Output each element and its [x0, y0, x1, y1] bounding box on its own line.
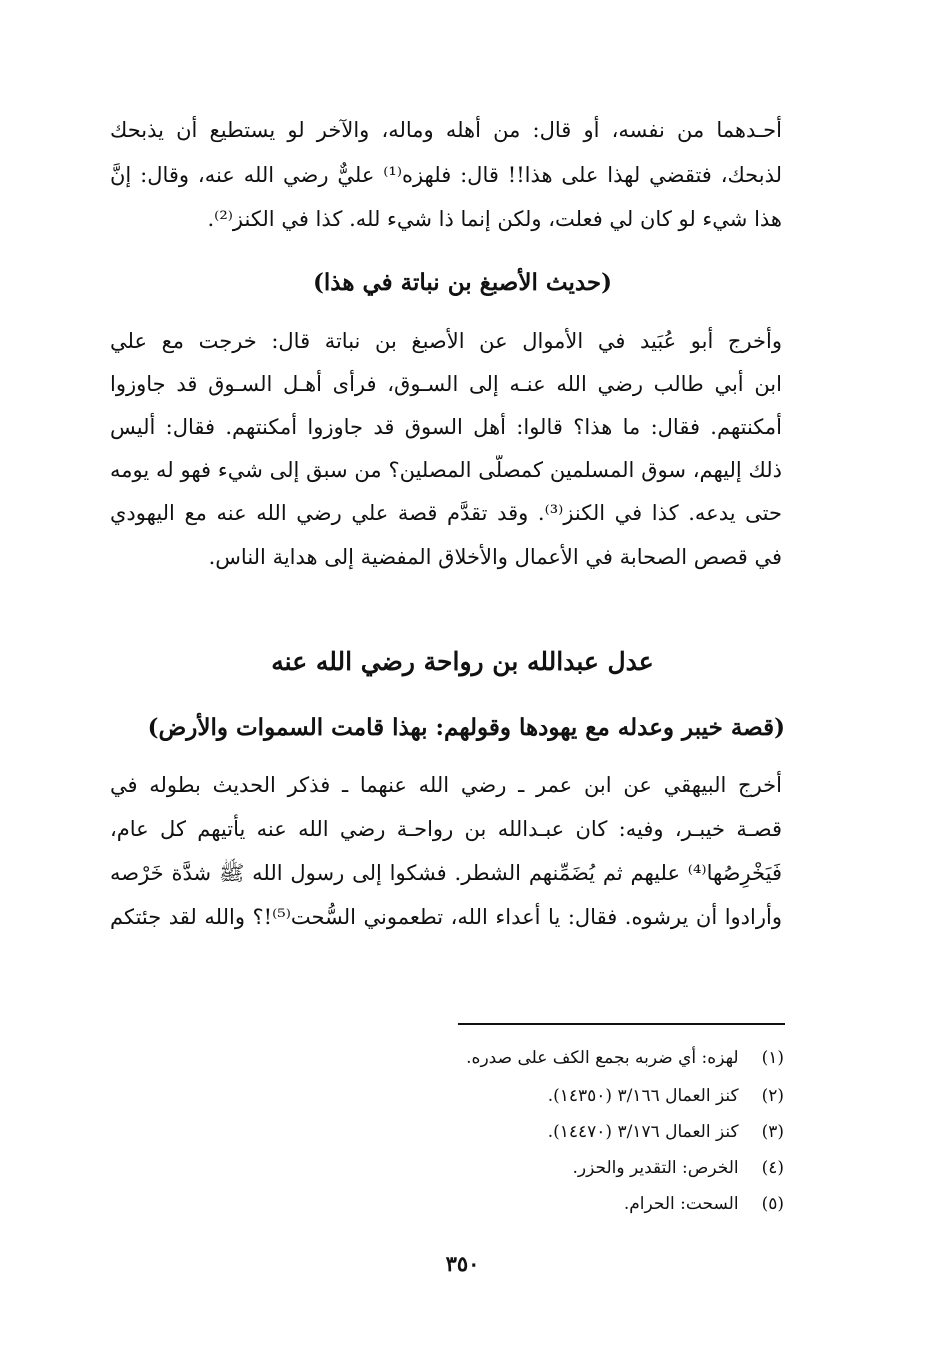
footnote-text: لهزه: أي ضربه بجمع الكف على صدره.	[466, 1048, 739, 1068]
footnote-text: السحت: الحرام.	[623, 1194, 739, 1214]
footnote-text: كنز العمال ٣/١٧٦ (١٤٤٧٠).	[547, 1122, 739, 1142]
body-line: أحـدهما من نفسه، أو قال: من أهله وماله، والآخر لو يستطيع أن يذبحك	[110, 118, 782, 142]
body-line: لذبحك، فتقضي لهذا على هذا!! قال: فلهزه⁽¹⁾ عليٌّ رضي الله عنه، وقال: إنَّ	[110, 163, 782, 187]
body-line: حتى يدعه. كذا في الكنز⁽³⁾. وقد تقدَّم قصة علي رضي الله عنه مع اليهودي	[110, 501, 782, 525]
footnote-number: (١)	[761, 1048, 784, 1068]
chapter-title: عدل عبدالله بن رواحة رضي الله عنه	[271, 647, 654, 676]
footnote	[300, 1084, 784, 1108]
footnote-number: (٢)	[761, 1086, 784, 1106]
page-number: ٣٥٠	[445, 1251, 480, 1276]
section-heading: (قصة خيبر وعدله مع يهودها وقولهم: بهذا قامت السموات والأرض)	[147, 714, 785, 741]
body-line: هذا شيء لو كان لي فعلت، ولكن إنما ذا شيء لله. كذا في الكنز⁽²⁾.	[207, 207, 782, 231]
footnote	[300, 1192, 784, 1216]
footnote-number: (٣)	[761, 1122, 784, 1142]
body-line: ابن أبي طالب رضي الله عنـه إلى السـوق، فرأى أهـل السـوق قد جاوزوا	[110, 372, 782, 396]
body-line: قصـة خيبـر، وفيه: كان عبـدالله بن رواحـة رضي الله عنه يأتيهم كل عام،	[110, 817, 782, 841]
section-heading: (حديث الأصبغ بن نباتة في هذا)	[312, 269, 613, 296]
body-line: وأخرج أبو عُبَيد في الأموال عن الأصبغ بن نباتة قال: خرجت مع علي	[110, 329, 782, 353]
body-line: أخرج البيهقي عن ابن عمر ـ رضي الله عنهما ـ فذكر الحديث بطوله في	[110, 773, 782, 797]
footnote	[300, 1046, 784, 1070]
body-line: فَيَخْرِصُها⁽⁴⁾ عليهم ثم يُضَمِّنهم الشطر. فشكوا إلى رسول الله ﷺ شدَّة خَرْصه	[110, 861, 782, 885]
footnote-separator	[458, 1023, 785, 1025]
footnote-text: الخرص: التقدير والحزر.	[572, 1158, 739, 1178]
footnote-number: (٥)	[761, 1194, 784, 1214]
body-line: أمكنتهم. فقال: ما هذا؟ قالوا: أهل السوق قد جاوزوا أمكنتهم. فقال: أليس	[110, 415, 782, 439]
body-line: وأرادوا أن يرشوه. فقال: يا أعداء الله، تطعموني السُّحت⁽⁵⁾!؟ والله لقد جئتكم	[110, 905, 782, 929]
footnote	[300, 1156, 784, 1180]
body-line: ذلك إليهم، سوق المسلمين كمصلَّى المصلين؟ من سبق إلى شيء فهو له يومه	[110, 458, 782, 482]
footnote	[300, 1120, 784, 1144]
footnote-text: كنز العمال ٣/١٦٦ (١٤٣٥٠).	[547, 1086, 739, 1106]
body-line: في قصص الصحابة في الأعمال والأخلاق المفضية إلى هداية الناس.	[208, 545, 782, 569]
footnote-number: (٤)	[761, 1158, 784, 1178]
